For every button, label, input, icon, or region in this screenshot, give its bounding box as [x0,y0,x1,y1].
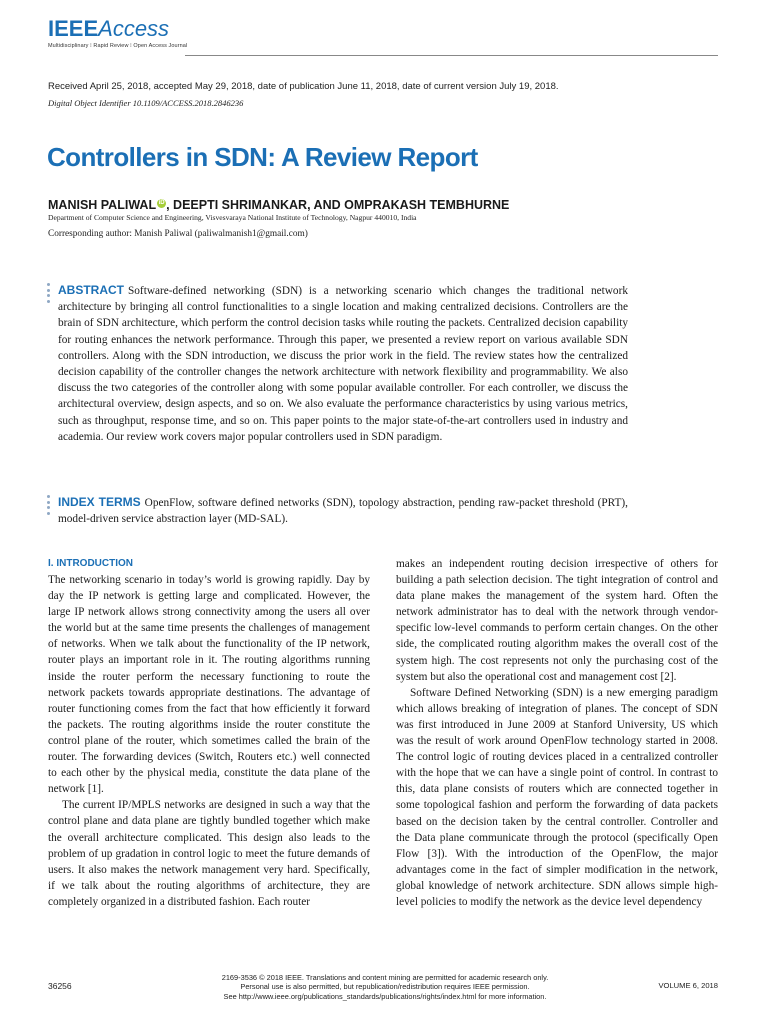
orcid-icon[interactable]: iD [158,199,165,206]
copyright-notice [180,973,590,1001]
author-list [48,198,509,212]
logo-tagline: Multidisciplinary ⁞ Rapid Review ⁞ Open Access Journal [48,43,188,49]
intro-paragraph-4: Software Defined Networking (SDN) is a new emerging paradigm which allows breaking of integration of planes. The concept of SDN was first introduced in June 2009 at Stanford University, US which was the result of work around OpenFlow technology started in 2008. The control logic of routing devices placed in a centralized controller with the hope that we can have a single point of control. In contrast to this, data plane consists of routers which are connected together in some topological fashion and perform the forwarding of data packets based on the decision taken by the central controller. Controller and the Data plane communicate through the protocol (specifically Open Flow [3]). With the introduction of the OpenFlow, the major advantages come in the fact of simpler modification in the network, global knowledge of network architecture. SDN allows simple high-level policies to modify the network as the device level dependency [396,686,718,908]
abstract-dots-icon [47,283,50,305]
index-terms-dots-icon [47,495,50,517]
abstract [58,282,628,445]
paper-title: Controllers in SDN: A Review Report [47,142,478,172]
section-heading: I. INTRODUCTION [48,558,133,569]
index-terms-text: OpenFlow, software defined networks (SDN), topology abstraction, pending raw-packet threshold (PRT), model-driven service abstraction layer (MD-SAL). [58,497,628,526]
abstract-text: Software-defined networking (SDN) is a networking scenario which changes the traditional network architecture by bringing all control functionalities to a single location and making centralized decisions. Controllers are the brain of SDN architecture, which perform the control decision tasks while routing the packets. Centralized decision capability for routing enhances the network performance. Through this paper, we presented a review report on various available SDN controllers. Along with the SDN introduction, we discuss the prior work in the field. The review states how the centralized decision capability of the controller changes the network architecture with network flexibility and programmability. We also discuss the two categories of the controller along with some popular available controller. For each controller, we discuss the architectural overview, design aspects, and so on. We also evaluate the performance characteristics by using various metrics, such as throughput, response time, and so on. This paper points to the major state-of-the-art controllers used in industry and academia. Our review work covers major popular controllers used in SDN paradigm. [58,285,628,443]
right-column [396,556,718,910]
index-terms-label: INDEX TERMS [58,495,141,509]
left-column [48,556,370,910]
logo-ieee: IEEE [48,16,99,41]
copyright-line-1: 2169-3536 © 2018 IEEE. Translations and content mining are permitted for academic research only. [221,973,549,982]
abstract-label: ABSTRACT [58,283,124,297]
copyright-line-2: Personal use is also permitted, but republication/redistribution requires IEEE permission. [240,982,530,992]
other-authors: , DEEPTI SHRIMANKAR, AND OMPRAKASH TEMBHURNE [166,198,510,212]
affiliation: Department of Computer Science and Engineering, Visvesvaraya National Institute of Technology, Nagpur 440010, India [48,213,417,222]
doi-line: Digital Object Identifier 10.1109/ACCESS.2018.2846236 [48,98,244,108]
index-terms [58,494,628,527]
copyright-line-3: See http://www.ieee.org/publications_standards/publications/rights/index.html for more information. [223,991,547,1001]
intro-paragraph-2: The current IP/MPLS networks are designed in such a way that the control plane and data plane are tightly bundled together which make the overall architecture complicated. This design also leads to the problem of up gradation in control logic to meet the future demands of users. It also makes the network management very hard. Specifically, if we talk about the routing algorithms of architecture, they are completely organized in a distributed fashion. Each router [48,799,370,908]
intro-paragraph-1: The networking scenario in today’s world is growing rapidly. Day by day the IP network is getting large and complicated. However, the large IP network allows strong connectivity among the users all over the world but at the same time presents the challenges of management of networks. When we talk about the functionality of the IP network, router plays an important role in it. The routing algorithms running inside the router perform the necessary functioning to route the network packets towards appropriate destinations. The advantage of router functioning comes from the fact that how efficiently it forward the packets. The routing algorithms inside the router constitute the control plane of the router, which sometimes called the brain of the router. The forwarding devices (Switch, Routers etc.) well connected to each other by the physical media, constitute the data plane of the network [1]. [48,574,370,796]
page-number: 36256 [48,981,72,991]
first-author: MANISH PALIWAL [48,198,157,212]
logo-access: Access [98,16,170,41]
corresponding-author: Corresponding author: Manish Paliwal (paliwalmanish1@gmail.com) [48,229,308,239]
intro-paragraph-3: makes an independent routing decision irrespective of others for building a path selection decision. The tight integration of control and data plane makes the management of the system hard. Often the network administrator has to deal with the network through vendor-specific low-level commands to perform certain changes. On the other side, the complicated routing algorithm makes the overall cost of the system high. The cost represents not only the purchasing cost of the system but also the operational cost and management cost [2]. [396,558,718,683]
header-rule [185,55,718,56]
journal-logo [48,18,187,49]
volume-label: VOLUME 6, 2018 [658,981,718,990]
received-dates: Received April 25, 2018, accepted May 29, 2018, date of publication June 11, 2018, date of current version July 19, 2018. [48,81,559,92]
